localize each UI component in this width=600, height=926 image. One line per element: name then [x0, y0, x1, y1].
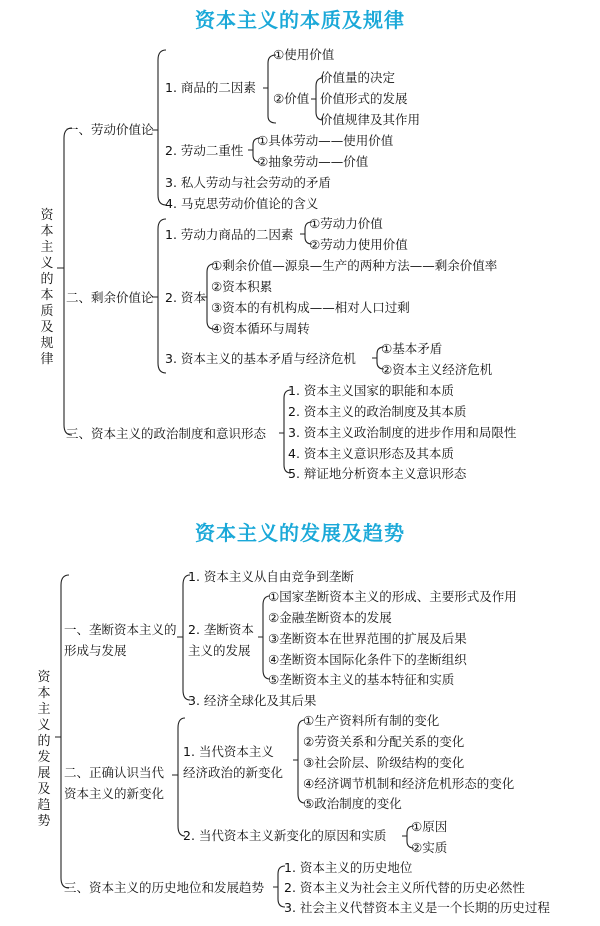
value-label: ②价值: [273, 91, 310, 106]
contemporary-line1: 1. 当代资本主义: [183, 744, 274, 759]
politics-ideology-label: 三、资本主义的政治制度和意识形态: [66, 426, 267, 441]
politics-item: 5. 辩证地分析资本主义意识形态: [288, 466, 467, 481]
section2-root-label: 资本主义的发展及趋势: [37, 670, 51, 829]
labor-power-item: ②劳动力使用价值: [309, 237, 408, 252]
history-item: 1. 资本主义的历史地位: [284, 860, 413, 875]
monopoly-dev-item: ③垄断资本在世界范围的扩展及后果: [268, 631, 467, 646]
history-trend-label: 三、资本主义的历史地位和发展趋势: [64, 880, 265, 895]
politics-item: 4. 资本主义意识形态及其本质: [288, 446, 454, 461]
reasons-item: ②实质: [411, 840, 448, 855]
monopoly-dev-item: ⑤垄断资本主义的基本特征和实质: [268, 672, 455, 687]
dual-labor: 2. 劳动二重性: [165, 143, 244, 158]
politics-item: 3. 资本主义政治制度的进步作用和局限性: [288, 425, 517, 440]
capital-item: ①剩余价值—源泉—生产的两种方法——剩余价值率: [211, 258, 498, 273]
monopoly-dev-line1: 2. 垄断资本: [188, 622, 254, 637]
new-changes-label-line1: 二、正确认识当代: [64, 765, 165, 780]
crisis-item: ①基本矛盾: [381, 341, 443, 356]
section1-root-label: 资本主义的本质及规律: [40, 208, 54, 367]
history-item: 3. 社会主义代替资本主义是一个长期的历史过程: [284, 900, 550, 915]
reasons-and-essence: 2. 当代资本主义新变化的原因和实质: [183, 828, 387, 843]
contemporary-item: ④经济调节机制和经济危机形态的变化: [303, 776, 515, 791]
monopoly-label-line2: 形成与发展: [64, 643, 127, 658]
capital-label: 2. 资本: [165, 290, 206, 305]
new-changes-label-line2: 资本主义的新变化: [64, 786, 165, 801]
politics-item: 2. 资本主义的政治制度及其本质: [288, 404, 467, 419]
globalization: 3. 经济全球化及其后果: [188, 693, 317, 708]
dual-labor-item: ①具体劳动——使用价值: [257, 133, 394, 148]
value-item: 价值规律及其作用: [320, 112, 421, 127]
contemporary-item: ②劳资关系和分配关系的变化: [303, 734, 465, 749]
crisis-item: ②资本主义经济危机: [381, 362, 493, 377]
contemporary-item: ⑤政治制度的变化: [303, 796, 402, 811]
contemporary-item: ①生产资料所有制的变化: [303, 713, 440, 728]
politics-item: 1. 资本主义国家的职能和本质: [288, 383, 454, 398]
free-competition-to-monopoly: 1. 资本主义从自由竞争到垄断: [188, 569, 354, 584]
contemporary-line2: 经济政治的新变化: [183, 765, 284, 780]
capital-item: ③资本的有机构成——相对人口过剩: [211, 300, 410, 315]
value-item: 价值形式的发展: [320, 91, 408, 106]
monopoly-label-line1: 一、垄断资本主义的: [64, 622, 177, 637]
capital-item: ②资本积累: [211, 279, 273, 294]
labor-power-two-factors: 1. 劳动力商品的二因素: [165, 227, 294, 242]
monopoly-dev-item: ②金融垄断资本的发展: [268, 610, 392, 625]
section1-title: 资本主义的本质及规律: [195, 8, 405, 32]
value-item: 价值量的决定: [320, 70, 396, 85]
history-item: 2. 资本主义为社会主义所代替的历史必然性: [284, 880, 525, 895]
monopoly-dev-item: ①国家垄断资本主义的形成、主要形式及作用: [268, 589, 517, 604]
contemporary-item: ③社会阶层、阶级结构的变化: [303, 755, 465, 770]
marx-labor-theory: 4. 马克思劳动价值论的含义: [165, 196, 319, 211]
labor-value-theory-label: 一、劳动价值论: [66, 122, 154, 137]
monopoly-dev-line2: 主义的发展: [188, 643, 251, 658]
use-value: ①使用价值: [273, 47, 335, 62]
labor-power-item: ①劳动力价值: [309, 216, 383, 231]
monopoly-dev-item: ④垄断资本国际化条件下的垄断组织: [268, 652, 467, 667]
surplus-value-theory-label: 二、剩余价值论: [66, 290, 154, 305]
commodity-two-factors: 1. 商品的二因素: [165, 80, 256, 95]
reasons-item: ①原因: [411, 819, 448, 834]
private-social-labor: 3. 私人劳动与社会劳动的矛盾: [165, 175, 331, 190]
basic-contradiction-crisis: 3. 资本主义的基本矛盾与经济危机: [165, 351, 356, 366]
dual-labor-item: ②抽象劳动——价值: [257, 154, 369, 169]
capital-item: ④资本循环与周转: [211, 321, 310, 336]
section2-title: 资本主义的发展及趋势: [195, 521, 405, 545]
